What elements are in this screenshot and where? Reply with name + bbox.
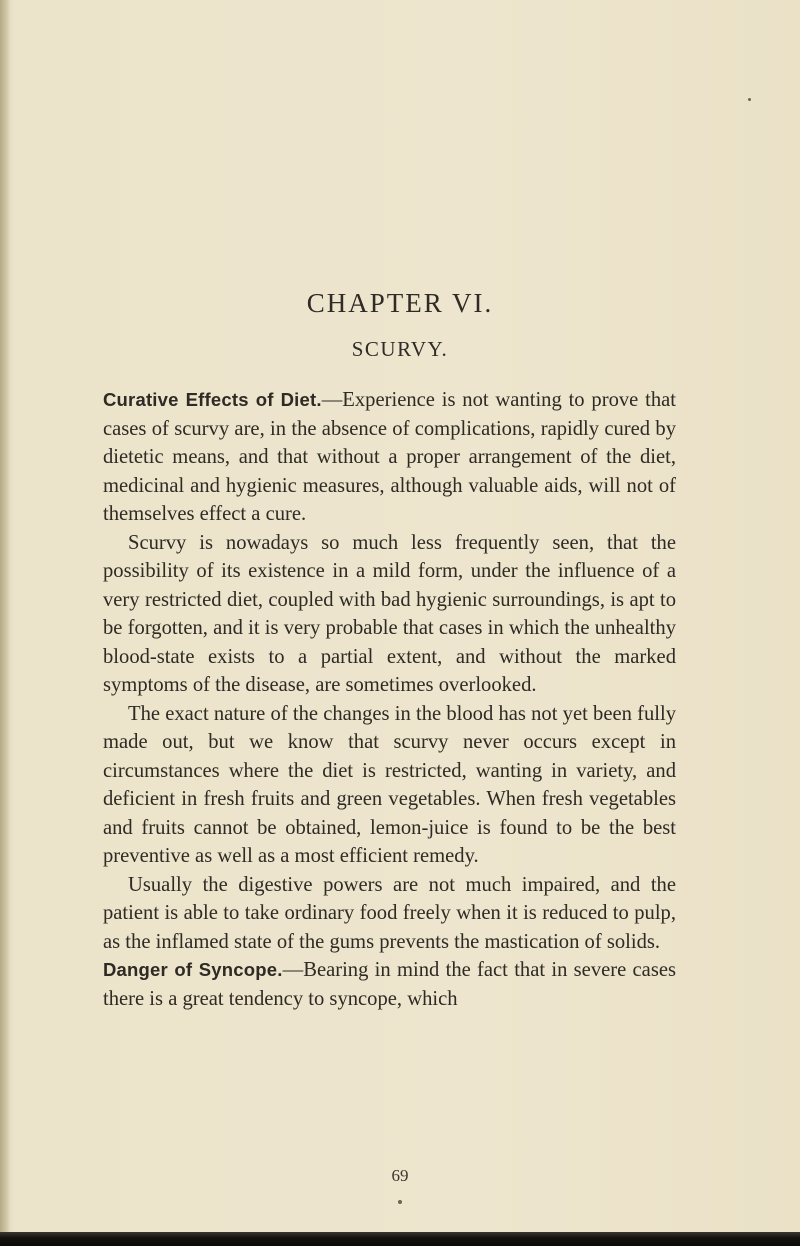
paragraph-blood-changes xyxy=(103,700,676,871)
page-bottom-edge xyxy=(0,1232,800,1246)
chapter-body xyxy=(103,386,676,1013)
paragraph-digestive-powers xyxy=(103,871,676,957)
paragraph-lead-heading: Curative Effects of Diet. xyxy=(103,389,322,410)
chapter-number-heading: CHAPTER VI. xyxy=(306,288,494,318)
page-number: 69 xyxy=(391,1166,409,1185)
paper-speck xyxy=(748,98,751,101)
paragraph-text: —Bearing in mind the fact that in severe cases there is a great tendency to syncope, which xyxy=(103,959,676,1010)
paper-speck xyxy=(398,1200,402,1204)
paragraph-text: Usually the digestive powers are not much impaired, and the patient is able to take ordinary food freely when it is reduced to pulp, as the inflamed state of the gums prevents the mastication of solids. xyxy=(103,873,676,953)
chapter-title-heading: SCURVY. xyxy=(351,337,449,361)
paragraph-curative-effects xyxy=(103,386,676,529)
page-binding-edge xyxy=(0,0,10,1246)
paragraph-text: Scurvy is nowadays so much less frequently seen, that the possibility of its existence in a mild form, under the influence of a very restricted diet, coupled with bad hygienic surroundings, is apt to be forgotten, and it is very probable that cases in which the unhealthy blood-state exists to a partial extent, and without the marked symptoms of the disease, are sometimes overlooked. xyxy=(103,531,676,696)
paragraph-scurvy-frequency xyxy=(103,529,676,700)
paragraph-text: —Experience is not wanting to prove that cases of scurvy are, in the absence of complications, rapidly cured by dietetic means, and that without a proper arrangement of the diet, medicinal and hygienic measures, although valuable aids, will not of themselves effect a cure. xyxy=(103,389,676,525)
paragraph-text: The exact nature of the changes in the blood has not yet been fully made out, but we know that scurvy never occurs except in circumstances where the diet is restricted, wanting in variety, and deficient in fresh fruits and green vegetables. When fresh vegetables and fruits cannot be obtained, lemon-juice is found to be the best preventive as well as a most efficient remedy. xyxy=(103,702,676,867)
paragraph-lead-heading: Danger of Syncope. xyxy=(103,959,283,980)
paragraph-danger-syncope xyxy=(103,956,676,1013)
